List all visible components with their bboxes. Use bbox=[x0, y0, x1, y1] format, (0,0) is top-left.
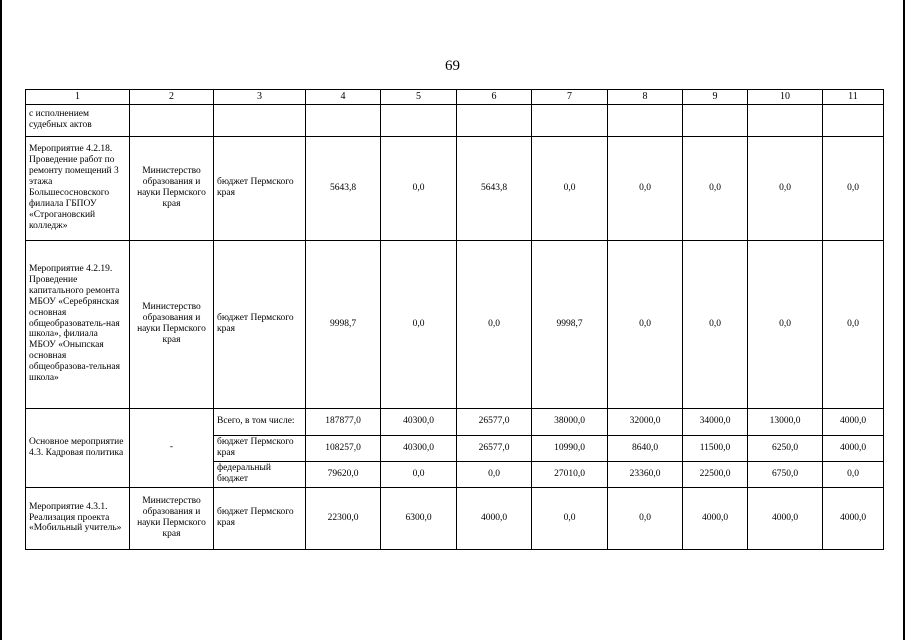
column-header: 8 bbox=[608, 90, 683, 105]
value-cell: 9998,7 bbox=[532, 240, 608, 408]
empty-cell bbox=[381, 104, 457, 136]
value-cell: 0,0 bbox=[457, 461, 532, 487]
value-cell: 0,0 bbox=[381, 240, 457, 408]
executor-cell: - bbox=[130, 408, 214, 487]
value-cell: 0,0 bbox=[532, 136, 608, 240]
value-cell: 26577,0 bbox=[457, 435, 532, 461]
budget-table bbox=[25, 89, 884, 550]
column-header: 9 bbox=[683, 90, 748, 105]
empty-cell bbox=[608, 104, 683, 136]
value-cell: 0,0 bbox=[748, 240, 823, 408]
value-cell: 0,0 bbox=[532, 487, 608, 549]
value-cell: 6300,0 bbox=[381, 487, 457, 549]
column-header: 6 bbox=[457, 90, 532, 105]
value-cell: 4000,0 bbox=[748, 487, 823, 549]
value-cell: 4000,0 bbox=[823, 435, 884, 461]
value-cell: 0,0 bbox=[608, 487, 683, 549]
empty-cell bbox=[532, 104, 608, 136]
empty-cell bbox=[214, 104, 306, 136]
value-cell: 23360,0 bbox=[608, 461, 683, 487]
value-cell: 0,0 bbox=[457, 240, 532, 408]
activity-name-cell: с исполнением судебных актов bbox=[26, 104, 130, 136]
value-cell: 38000,0 bbox=[532, 408, 608, 435]
column-header: 1 bbox=[26, 90, 130, 105]
value-cell: 0,0 bbox=[748, 136, 823, 240]
value-cell: 26577,0 bbox=[457, 408, 532, 435]
value-cell: 4000,0 bbox=[457, 487, 532, 549]
value-cell: 0,0 bbox=[381, 461, 457, 487]
value-cell: 4000,0 bbox=[823, 408, 884, 435]
column-header: 4 bbox=[306, 90, 381, 105]
activity-name-cell: Основное мероприятие 4.3. Кадровая политика bbox=[26, 408, 130, 487]
value-cell: 0,0 bbox=[608, 136, 683, 240]
empty-cell bbox=[130, 104, 214, 136]
value-cell: 10990,0 bbox=[532, 435, 608, 461]
value-cell: 0,0 bbox=[381, 136, 457, 240]
activity-name-cell: Мероприятие 4.2.19. Проведение капитального ремонта МБОУ «Серебрянская основная общеобразователь-ная школа», филиала МБОУ «Оныпская основная общеобразова-тельная школа» bbox=[26, 240, 130, 408]
value-cell: 0,0 bbox=[823, 240, 884, 408]
column-header: 11 bbox=[823, 90, 884, 105]
funding-source-cell: бюджет Пермского края bbox=[214, 435, 306, 461]
empty-cell bbox=[683, 104, 748, 136]
value-cell: 6750,0 bbox=[748, 461, 823, 487]
value-cell: 6250,0 bbox=[748, 435, 823, 461]
page-frame-left bbox=[0, 0, 2, 640]
value-cell: 79620,0 bbox=[306, 461, 381, 487]
header-row bbox=[26, 90, 884, 105]
funding-source-cell: бюджет Пермского края bbox=[214, 487, 306, 549]
value-cell: 5643,8 bbox=[457, 136, 532, 240]
value-cell: 40300,0 bbox=[381, 435, 457, 461]
table-row-4-2-18 bbox=[26, 136, 884, 240]
funding-source-cell: федеральный бюджет bbox=[214, 461, 306, 487]
activity-name-cell: Мероприятие 4.2.18. Проведение работ по ремонту помещений 3 этажа Большесосновского филиала ГБПОУ «Строгановский колледж» bbox=[26, 136, 130, 240]
table-row-continuation bbox=[26, 104, 884, 136]
column-header: 2 bbox=[130, 90, 214, 105]
value-cell: 9998,7 bbox=[306, 240, 381, 408]
value-cell: 5643,8 bbox=[306, 136, 381, 240]
empty-cell bbox=[748, 104, 823, 136]
value-cell: 32000,0 bbox=[608, 408, 683, 435]
value-cell: 13000,0 bbox=[748, 408, 823, 435]
value-cell: 0,0 bbox=[608, 240, 683, 408]
value-cell: 0,0 bbox=[823, 461, 884, 487]
empty-cell bbox=[306, 104, 381, 136]
activity-name-cell: Мероприятие 4.3.1. Реализация проекта «Мобильный учитель» bbox=[26, 487, 130, 549]
page-number: 69 bbox=[445, 58, 460, 74]
value-cell: 22300,0 bbox=[306, 487, 381, 549]
executor-cell: Министерство образования и науки Пермского края bbox=[130, 136, 214, 240]
value-cell: 22500,0 bbox=[683, 461, 748, 487]
table-row-4-3-total bbox=[26, 408, 884, 435]
funding-source-cell: бюджет Пермского края bbox=[214, 240, 306, 408]
value-cell: 0,0 bbox=[823, 136, 884, 240]
value-cell: 187877,0 bbox=[306, 408, 381, 435]
executor-cell: Министерство образования и науки Пермского края bbox=[130, 487, 214, 549]
value-cell: 0,0 bbox=[683, 136, 748, 240]
table-row-4-2-19 bbox=[26, 240, 884, 408]
value-cell: 4000,0 bbox=[683, 487, 748, 549]
funding-source-cell: Всего, в том числе: bbox=[214, 408, 306, 435]
column-header: 3 bbox=[214, 90, 306, 105]
column-header: 10 bbox=[748, 90, 823, 105]
column-header: 5 bbox=[381, 90, 457, 105]
value-cell: 27010,0 bbox=[532, 461, 608, 487]
value-cell: 40300,0 bbox=[381, 408, 457, 435]
value-cell: 11500,0 bbox=[683, 435, 748, 461]
table-row-4-3-1 bbox=[26, 487, 884, 549]
value-cell: 4000,0 bbox=[823, 487, 884, 549]
value-cell: 0,0 bbox=[683, 240, 748, 408]
column-header: 7 bbox=[532, 90, 608, 105]
empty-cell bbox=[823, 104, 884, 136]
value-cell: 108257,0 bbox=[306, 435, 381, 461]
value-cell: 8640,0 bbox=[608, 435, 683, 461]
empty-cell bbox=[457, 104, 532, 136]
value-cell: 34000,0 bbox=[683, 408, 748, 435]
executor-cell: Министерство образования и науки Пермского края bbox=[130, 240, 214, 408]
funding-source-cell: бюджет Пермского края bbox=[214, 136, 306, 240]
